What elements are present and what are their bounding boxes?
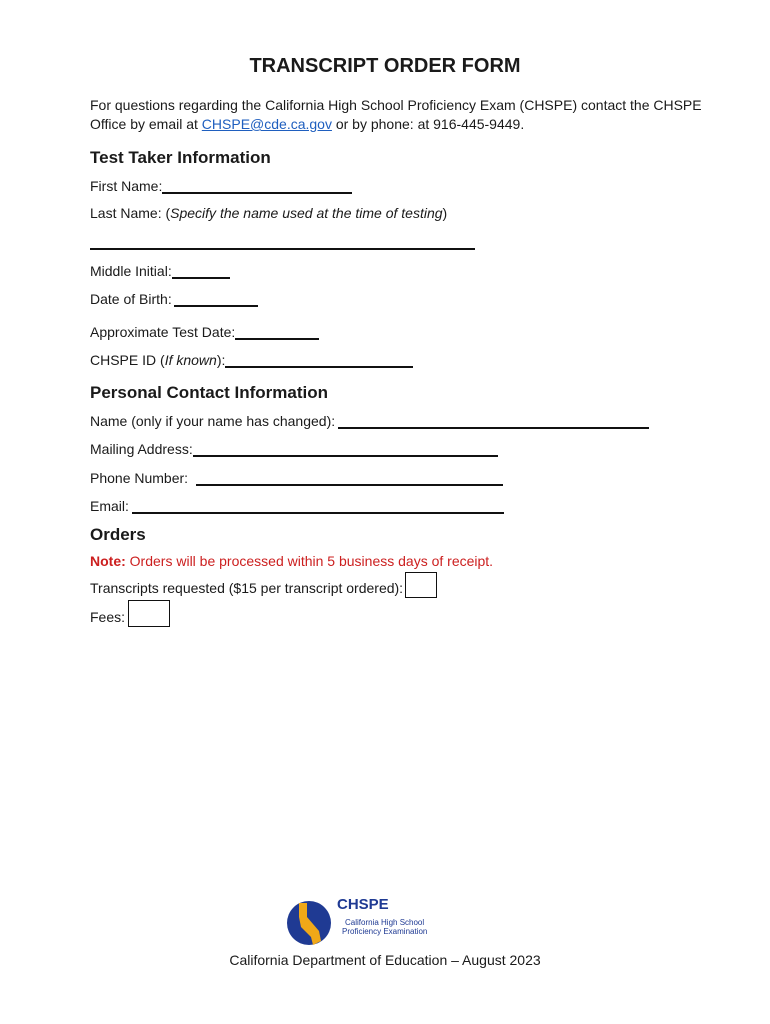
section-heading-test-taker: Test Taker Information — [90, 148, 271, 167]
note-text: Orders will be processed within 5 business days of receipt. — [125, 553, 494, 569]
section-heading-contact: Personal Contact Information — [90, 383, 329, 402]
middle-initial-row — [90, 262, 230, 279]
email-label: Email: — [90, 498, 129, 514]
dob-row — [90, 290, 258, 307]
orders-note — [90, 553, 493, 569]
intro-paragraph — [90, 96, 720, 134]
middle-initial-label: Middle Initial: — [90, 263, 172, 279]
section-heading-orders: Orders — [90, 525, 146, 544]
intro-phone-text: or by phone: at 916-445-9449. — [331, 116, 525, 132]
middle-initial-field[interactable] — [172, 262, 230, 279]
transcripts-row — [90, 572, 437, 598]
form-title: TRANSCRIPT ORDER FORM — [249, 55, 521, 77]
mailing-address-field[interactable] — [193, 440, 498, 457]
dob-field[interactable] — [174, 290, 258, 307]
mailing-address-label: Mailing Address: — [90, 441, 193, 457]
last-name-label: Last Name: (Specify the name used at the time of testing) — [90, 205, 448, 221]
transcripts-label: Transcripts requested ($15 per transcript ordered): — [90, 580, 404, 596]
chspe-logo — [285, 893, 445, 953]
chspe-id-field[interactable] — [225, 351, 413, 368]
last-name-field[interactable] — [90, 248, 475, 250]
california-state-icon — [285, 893, 445, 953]
test-date-field[interactable] — [235, 323, 319, 340]
fees-box[interactable] — [128, 600, 170, 627]
chspe-id-label: CHSPE ID (If known): — [90, 352, 226, 368]
first-name-label: First Name: — [90, 178, 163, 194]
test-date-label: Approximate Test Date: — [90, 324, 236, 340]
name-changed-label: Name (only if your name has changed): — [90, 413, 336, 429]
note-label: Note: — [90, 553, 126, 569]
test-date-row — [90, 323, 319, 340]
transcripts-quantity-box[interactable] — [405, 572, 437, 598]
mailing-address-row — [90, 440, 498, 457]
logo-line-2: Proficiency Examination — [342, 927, 428, 936]
dob-label: Date of Birth: — [90, 291, 172, 307]
phone-field[interactable] — [196, 469, 503, 486]
logo-line-1: California High School — [345, 918, 425, 927]
email-link[interactable]: CHSPE@cde.ca.gov — [201, 116, 332, 132]
email-row — [90, 497, 504, 514]
chspe-id-row — [90, 351, 413, 368]
last-name-label-row — [90, 205, 447, 221]
footer-text: California Department of Education – August 2023 — [229, 952, 541, 968]
phone-label: Phone Number: — [90, 470, 189, 486]
intro-text: For questions regarding the California High School Proficiency Exam (CHSPE) contact the CHSPE Office by email at — [90, 97, 702, 132]
fees-row — [90, 600, 170, 627]
first-name-row — [90, 177, 352, 194]
name-changed-field[interactable] — [338, 412, 649, 429]
first-name-field[interactable] — [162, 177, 352, 194]
phone-row — [90, 469, 503, 486]
fees-label: Fees: — [90, 609, 126, 625]
logo-acronym: CHSPE — [337, 896, 389, 913]
email-field[interactable] — [132, 497, 504, 514]
name-changed-row — [90, 412, 649, 429]
